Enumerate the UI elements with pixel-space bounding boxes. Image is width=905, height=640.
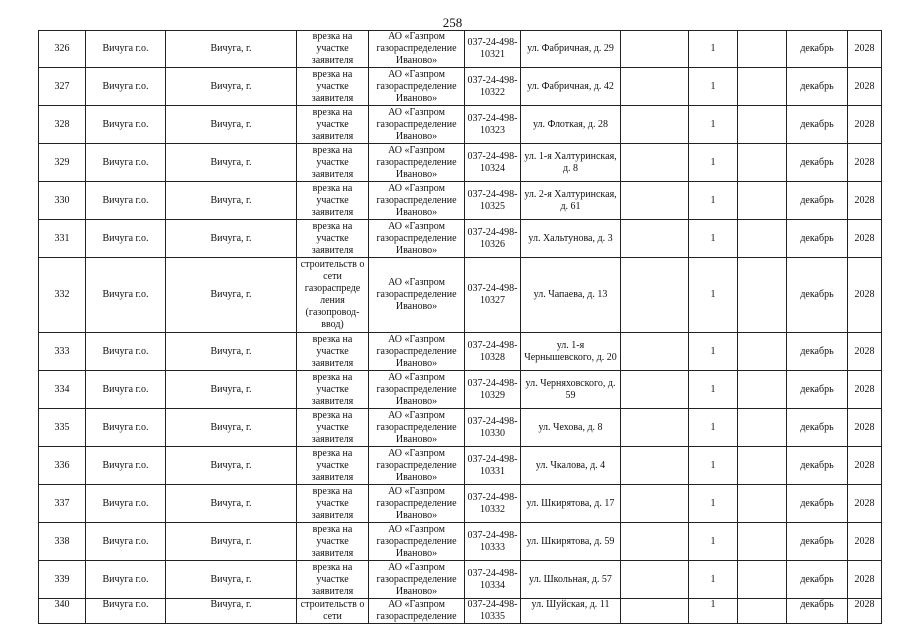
address-cell: ул. Шкирятова, д. 59 [521,523,621,561]
quantity-cell: 1 [689,31,738,68]
empty-cell [738,409,787,447]
month-cell: декабрь [787,106,848,144]
empty-cell [621,561,689,599]
organization-cell: АО «Газпром газораспределение Иваново» [369,485,465,523]
month-cell: декабрь [787,220,848,258]
year-cell: 2028 [848,68,882,106]
table-row [39,258,882,333]
page-number: 258 [442,15,463,30]
work-type-cell: врезка на участке заявителя [297,409,369,447]
year-cell: 2028 [848,409,882,447]
row-number-cell: 340 [39,599,86,624]
quantity-cell: 1 [689,144,738,182]
table-row [39,144,882,182]
month-cell: декабрь [787,599,848,624]
table-row [39,106,882,144]
table-row [39,68,882,106]
work-type-cell: строительств о сети газораспреде ления (газопровод-ввод) [297,258,369,333]
settlement-cell: Вичуга, г. [166,68,297,106]
work-type-cell: врезка на участке заявителя [297,106,369,144]
empty-cell [738,561,787,599]
organization-cell: АО «Газпром газораспределение Иваново» [369,447,465,485]
application-code-cell: 037-24-498-10330 [465,409,521,447]
address-cell: ул. 2-я Халтуринская, д. 61 [521,182,621,220]
quantity-cell: 1 [689,485,738,523]
municipality-cell: Вичуга г.о. [86,182,166,220]
empty-cell [738,144,787,182]
quantity-cell: 1 [689,258,738,333]
month-cell: декабрь [787,447,848,485]
row-number-cell: 332 [39,258,86,333]
municipality-cell: Вичуга г.о. [86,561,166,599]
municipality-cell: Вичуга г.о. [86,485,166,523]
row-number-cell: 330 [39,182,86,220]
table-row [39,485,882,523]
empty-cell [621,447,689,485]
address-cell: ул. Школьная, д. 57 [521,561,621,599]
organization-cell: АО «Газпром газораспределение Иваново» [369,409,465,447]
municipality-cell: Вичуга г.о. [86,31,166,68]
work-type-cell: врезка на участке заявителя [297,523,369,561]
address-cell: ул. Фабричная, д. 29 [521,31,621,68]
table-row [39,599,882,624]
year-cell: 2028 [848,371,882,409]
organization-cell: АО «Газпром газораспределение Иваново» [369,561,465,599]
settlement-cell: Вичуга, г. [166,31,297,68]
table-body [39,31,882,624]
empty-cell [738,258,787,333]
municipality-cell: Вичуга г.о. [86,220,166,258]
municipality-cell: Вичуга г.о. [86,447,166,485]
empty-cell [621,182,689,220]
month-cell: декабрь [787,333,848,371]
settlement-cell: Вичуга, г. [166,258,297,333]
empty-cell [621,144,689,182]
row-number-cell: 331 [39,220,86,258]
quantity-cell: 1 [689,68,738,106]
address-cell: ул. Черняховского, д. 59 [521,371,621,409]
month-cell: декабрь [787,485,848,523]
settlement-cell: Вичуга, г. [166,409,297,447]
month-cell: декабрь [787,409,848,447]
year-cell: 2028 [848,333,882,371]
month-cell: декабрь [787,182,848,220]
municipality-cell: Вичуга г.о. [86,68,166,106]
empty-cell [621,68,689,106]
year-cell: 2028 [848,220,882,258]
month-cell: декабрь [787,68,848,106]
settlement-cell: Вичуга, г. [166,333,297,371]
empty-cell [621,333,689,371]
application-code-cell: 037-24-498-10325 [465,182,521,220]
application-code-cell: 037-24-498-10335 [465,599,521,624]
quantity-cell: 1 [689,333,738,371]
organization-cell: АО «Газпром газораспределение Иваново» [369,220,465,258]
month-cell: декабрь [787,31,848,68]
empty-cell [621,599,689,624]
municipality-cell: Вичуга г.о. [86,409,166,447]
table-row [39,333,882,371]
settlement-cell: Вичуга, г. [166,371,297,409]
settlement-cell: Вичуга, г. [166,106,297,144]
address-cell: ул. Чехова, д. 8 [521,409,621,447]
work-type-cell: врезка на участке заявителя [297,182,369,220]
address-cell: ул. Хальтунова, д. 3 [521,220,621,258]
application-code-cell: 037-24-498-10329 [465,371,521,409]
application-code-cell: 037-24-498-10333 [465,523,521,561]
quantity-cell: 1 [689,561,738,599]
table-row [39,561,882,599]
settlement-cell: Вичуга, г. [166,523,297,561]
empty-cell [621,258,689,333]
municipality-cell: Вичуга г.о. [86,523,166,561]
organization-cell: АО «Газпром газораспределение Иваново» [369,182,465,220]
empty-cell [621,106,689,144]
work-type-cell: врезка на участке заявителя [297,371,369,409]
address-cell: ул. Фабричная, д. 42 [521,68,621,106]
application-code-cell: 037-24-498-10322 [465,68,521,106]
empty-cell [738,31,787,68]
empty-cell [621,371,689,409]
municipality-cell: Вичуга г.о. [86,144,166,182]
settlement-cell: Вичуга, г. [166,220,297,258]
address-cell: ул. Чапаева, д. 13 [521,258,621,333]
empty-cell [621,523,689,561]
municipality-cell: Вичуга г.о. [86,371,166,409]
empty-cell [738,447,787,485]
year-cell: 2028 [848,523,882,561]
quantity-cell: 1 [689,599,738,624]
year-cell: 2028 [848,447,882,485]
organization-cell: АО «Газпром газораспределение Иваново» [369,106,465,144]
settlement-cell: Вичуга, г. [166,447,297,485]
empty-cell [738,333,787,371]
address-cell: ул. Шуйская, д. 11 [521,599,621,624]
row-number-cell: 335 [39,409,86,447]
year-cell: 2028 [848,144,882,182]
municipality-cell: Вичуга г.о. [86,258,166,333]
table-row [39,523,882,561]
settlement-cell: Вичуга, г. [166,144,297,182]
table-row [39,371,882,409]
application-code-cell: 037-24-498-10331 [465,447,521,485]
work-type-cell: врезка на участке заявителя [297,485,369,523]
empty-cell [738,523,787,561]
row-number-cell: 337 [39,485,86,523]
address-cell: ул. Чкалова, д. 4 [521,447,621,485]
quantity-cell: 1 [689,106,738,144]
year-cell: 2028 [848,561,882,599]
empty-cell [621,409,689,447]
month-cell: декабрь [787,144,848,182]
application-code-cell: 037-24-498-10326 [465,220,521,258]
application-code-cell: 037-24-498-10332 [465,485,521,523]
quantity-cell: 1 [689,220,738,258]
quantity-cell: 1 [689,371,738,409]
table-row [39,182,882,220]
application-code-cell: 037-24-498-10323 [465,106,521,144]
settlement-cell: Вичуга, г. [166,182,297,220]
table-row [39,220,882,258]
application-code-cell: 037-24-498-10334 [465,561,521,599]
organization-cell: АО «Газпром газораспределение Иваново» [369,144,465,182]
year-cell: 2028 [848,599,882,624]
address-cell: ул. Шкирятова, д. 17 [521,485,621,523]
quantity-cell: 1 [689,447,738,485]
quantity-cell: 1 [689,523,738,561]
row-number-cell: 338 [39,523,86,561]
year-cell: 2028 [848,31,882,68]
municipality-cell: Вичуга г.о. [86,106,166,144]
address-cell: ул. 1-я Чернышевского, д. 20 [521,333,621,371]
row-number-cell: 328 [39,106,86,144]
settlement-cell: Вичуга, г. [166,599,297,624]
row-number-cell: 327 [39,68,86,106]
application-code-cell: 037-24-498-10321 [465,31,521,68]
table-row [39,447,882,485]
municipality-cell: Вичуга г.о. [86,599,166,624]
address-cell: ул. 1-я Халтуринская, д. 8 [521,144,621,182]
work-type-cell: врезка на участке заявителя [297,68,369,106]
year-cell: 2028 [848,106,882,144]
organization-cell: АО «Газпром газораспределение Иваново» [369,258,465,333]
application-code-cell: 037-24-498-10324 [465,144,521,182]
settlement-cell: Вичуга, г. [166,485,297,523]
work-type-cell: строительств о сети [297,599,369,624]
empty-cell [621,31,689,68]
year-cell: 2028 [848,485,882,523]
year-cell: 2028 [848,182,882,220]
settlement-cell: Вичуга, г. [166,561,297,599]
empty-cell [738,599,787,624]
empty-cell [738,485,787,523]
table-row [39,31,882,68]
application-code-cell: 037-24-498-10327 [465,258,521,333]
organization-cell: АО «Газпром газораспределение Иваново» [369,333,465,371]
month-cell: декабрь [787,523,848,561]
empty-cell [738,68,787,106]
organization-cell: АО «Газпром газораспределение Иваново» [369,371,465,409]
work-type-cell: врезка на участке заявителя [297,333,369,371]
row-number-cell: 339 [39,561,86,599]
row-number-cell: 326 [39,31,86,68]
row-number-cell: 329 [39,144,86,182]
month-cell: декабрь [787,561,848,599]
organization-cell: АО «Газпром газораспределение Иваново» [369,68,465,106]
gasification-schedule-table [38,30,882,624]
address-cell: ул. Флоткая, д. 28 [521,106,621,144]
year-cell: 2028 [848,258,882,333]
work-type-cell: врезка на участке заявителя [297,220,369,258]
row-number-cell: 336 [39,447,86,485]
organization-cell: АО «Газпром газораспределение Иваново» [369,523,465,561]
empty-cell [621,485,689,523]
row-number-cell: 334 [39,371,86,409]
empty-cell [621,220,689,258]
work-type-cell: врезка на участке заявителя [297,31,369,68]
organization-cell: АО «Газпром газораспределение [369,599,465,624]
table-row [39,409,882,447]
empty-cell [738,220,787,258]
row-number-cell: 333 [39,333,86,371]
empty-cell [738,106,787,144]
municipality-cell: Вичуга г.о. [86,333,166,371]
organization-cell: АО «Газпром газораспределение Иваново» [369,31,465,68]
empty-cell [738,371,787,409]
quantity-cell: 1 [689,182,738,220]
month-cell: декабрь [787,258,848,333]
work-type-cell: врезка на участке заявителя [297,447,369,485]
empty-cell [738,182,787,220]
work-type-cell: врезка на участке заявителя [297,144,369,182]
application-code-cell: 037-24-498-10328 [465,333,521,371]
month-cell: декабрь [787,371,848,409]
quantity-cell: 1 [689,409,738,447]
work-type-cell: врезка на участке заявителя [297,561,369,599]
